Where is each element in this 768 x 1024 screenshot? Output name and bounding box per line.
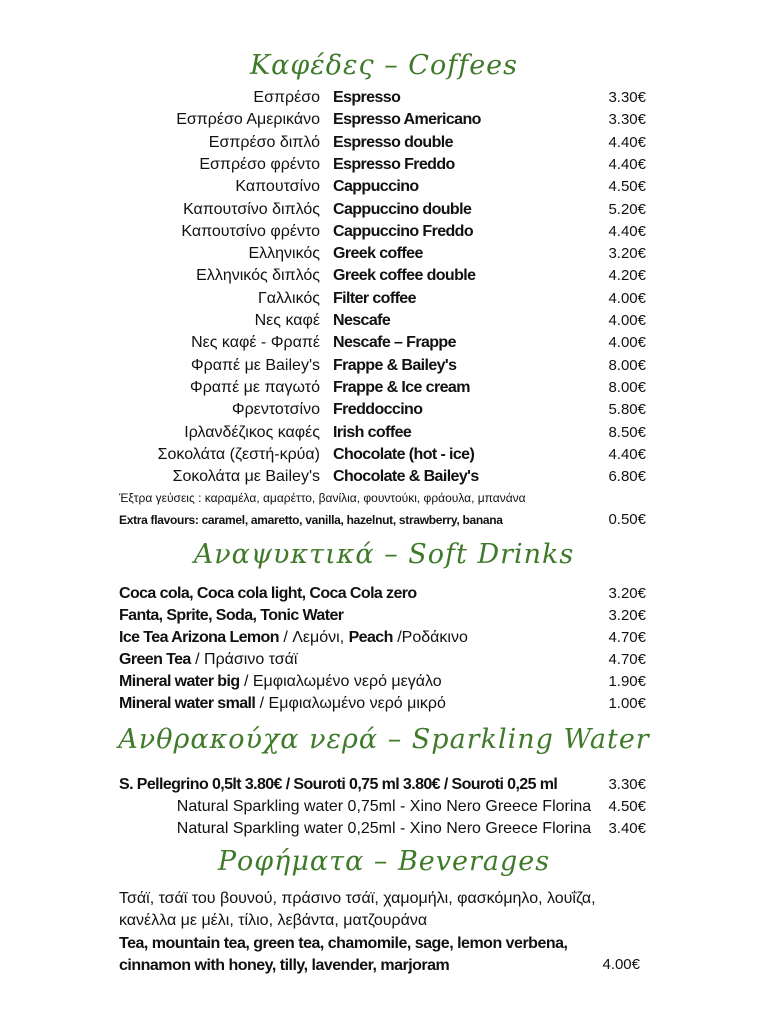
item-price: 3.30€ [608, 89, 646, 106]
item-greek: Καπουτσίνο φρέντο [181, 222, 320, 240]
coffee-row [0, 312, 768, 334]
coffee-row [0, 424, 768, 446]
coffee-row [0, 357, 768, 379]
item-name: Cappuccino double [333, 200, 472, 218]
coffee-row [0, 446, 768, 468]
item-name: Cappuccino Freddo [333, 222, 474, 240]
item-name: Natural Sparkling water 0,75ml - Xino Nero Greece Florina [176, 798, 592, 815]
item-price: 3.30€ [608, 111, 646, 129]
soft-drink-row [0, 607, 768, 629]
item-greek: /Ροδάκινο [392, 629, 468, 646]
section-title-coffees: Καφέδες – Coffees [249, 50, 519, 81]
soft-drink-row [0, 673, 768, 695]
item-price: 8.00€ [608, 356, 646, 374]
item-greek: Σοκολάτα με Bailey's [172, 468, 320, 486]
item-name: Ice Tea Arizona Lemon [119, 629, 279, 646]
item-price: 3.20€ [608, 607, 646, 624]
item-name: Peach [348, 629, 393, 646]
item-price: 8.50€ [608, 423, 646, 441]
item-greek: Νες καφέ [254, 312, 320, 329]
item-price: 5.80€ [608, 401, 646, 419]
item-price: 5.20€ [608, 200, 646, 218]
coffee-row [0, 223, 768, 245]
item-price: 4.70€ [608, 651, 646, 668]
sparkling-row [0, 820, 768, 842]
item-name: Irish coffee [333, 423, 412, 441]
section-title-beverages: Ροφήματα – Beverages [217, 846, 551, 877]
item-name: Freddoccino [333, 401, 423, 419]
item-price: 4.40€ [608, 445, 646, 463]
coffee-row [0, 134, 768, 156]
item-greek: Ελληνικός διπλός [196, 267, 320, 285]
beverages-greek: Τσάϊ, τσάϊ του βουνού, πράσινο τσάϊ, χαμομήλι, φασκόμηλο, λουΐζα, κανέλλα με μέλι, τίλιο, λεβάντα, ματζουράνα [119, 890, 596, 929]
item-price: 6.80€ [608, 468, 646, 486]
item-name: Espresso Americano [333, 111, 481, 129]
item-greek: Φρεντοτσίνο [231, 401, 320, 419]
item-name: Natural Sparkling water 0,25ml - Xino Nero Greece Florina [176, 820, 592, 837]
coffee-row [0, 401, 768, 423]
item-price: 4.00€ [608, 289, 646, 307]
item-price: 4.70€ [608, 629, 646, 646]
item-name: Chocolate (hot - ice) [333, 445, 475, 463]
extras-price: 0.50€ [608, 511, 646, 528]
coffee-row [0, 89, 768, 111]
item-name: Frappe & Ice cream [333, 378, 470, 396]
beverages-price: 4.00€ [602, 956, 640, 973]
coffee-row [0, 290, 768, 312]
item-name: S. Pellegrino 0,5lt 3.80€ / Souroti 0,75 ml 3.80€ / Souroti 0,25 ml [119, 776, 558, 793]
item-name: Espresso double [333, 133, 453, 151]
item-price: 4.00€ [608, 334, 646, 352]
item-price: 3.30€ [608, 776, 646, 793]
item-price: 4.50€ [608, 178, 646, 196]
coffee-row [0, 156, 768, 178]
coffee-row [0, 111, 768, 133]
soft-drink-row [0, 585, 768, 607]
extras-english: Extra flavours: caramel, amaretto, vanilla, hazelnut, strawberry, banana [119, 513, 503, 527]
coffee-row [0, 267, 768, 289]
item-greek: Εσπρέσο Αμερικάνο [176, 111, 320, 129]
item-greek: / Εμφιαλωμένο νερό μεγάλο [239, 673, 442, 690]
soft-drink-row [0, 695, 768, 717]
item-price: 3.20€ [608, 245, 646, 263]
item-price: 8.00€ [608, 378, 646, 396]
item-greek: Ιρλανδέζικος καφές [184, 423, 320, 441]
item-greek: Γαλλικός [257, 289, 320, 307]
section-title-sparkling-water: Ανθρακούχα νερά – Sparkling Water [118, 724, 650, 755]
item-greek: / Λεμόνι, [278, 629, 349, 646]
coffee-row [0, 245, 768, 267]
item-name: Green Tea [119, 651, 191, 668]
sparkling-row [0, 776, 768, 798]
item-price: 4.40€ [608, 155, 646, 173]
item-greek: Φραπέ με Bailey's [190, 356, 320, 374]
coffee-row [0, 334, 768, 356]
coffee-row [0, 468, 768, 490]
item-greek: / Εμφιαλωμένο νερό μικρό [255, 695, 446, 712]
soft-drink-row [0, 651, 768, 673]
item-greek: Εσπρέσο διπλό [208, 133, 320, 151]
item-price: 4.40€ [608, 133, 646, 151]
item-greek: / Πράσινο τσάϊ [190, 651, 298, 668]
item-greek: Καπουτσίνο [235, 178, 320, 196]
extras-greek: Έξτρα γεύσεις : καραμέλα, αμαρέττο, βανίλια, φουντούκι, φράουλα, μπανάνα [119, 491, 526, 505]
item-name: Frappe & Bailey's [333, 356, 457, 374]
item-greek: Νες καφέ - Φραπέ [191, 334, 320, 352]
coffee-row [0, 201, 768, 223]
item-price: 3.40€ [608, 820, 646, 837]
item-price: 4.20€ [608, 267, 646, 285]
section-title-soft-drinks: Αναψυκτικά – Soft Drinks [193, 539, 575, 570]
item-name: Filter coffee [333, 289, 416, 307]
item-name: Mineral water big [119, 673, 240, 690]
coffee-row [0, 178, 768, 200]
item-price: 4.00€ [608, 312, 646, 329]
item-greek: Ελληνικός [248, 245, 320, 263]
item-name: Fanta, Sprite, Soda, Tonic Water [119, 607, 344, 624]
item-greek: Εσπρέσο [253, 89, 320, 106]
item-price: 4.40€ [608, 222, 646, 240]
item-name: Espresso Freddo [333, 155, 455, 173]
beverages-english: Tea, mountain tea, green tea, chamomile, sage, lemon verbena, cinnamon with honey, tilly, lavender, marjoram [119, 935, 568, 974]
item-name: Espresso [333, 89, 401, 106]
item-price: 1.00€ [608, 695, 646, 712]
item-greek: Φραπέ με παγωτό [189, 378, 320, 396]
sparkling-row [0, 798, 768, 820]
item-price: 3.20€ [608, 585, 646, 602]
item-greek: Καπουτσίνο διπλός [183, 200, 320, 218]
item-name: Nescafe [333, 312, 391, 329]
item-name: Chocolate & Bailey's [333, 468, 479, 486]
item-price: 1.90€ [608, 673, 646, 690]
item-name: Nescafe – Frappe [333, 334, 456, 352]
item-name: Greek coffee double [333, 267, 476, 285]
item-name: Mineral water small [119, 695, 256, 712]
item-greek: Σοκολάτα (ζεστή-κρύα) [157, 445, 320, 463]
item-price: 4.50€ [608, 798, 646, 815]
item-name: Greek coffee [333, 245, 423, 263]
item-name: Coca cola, Coca cola light, Coca Cola zero [119, 585, 417, 602]
item-name: Cappuccino [333, 178, 419, 196]
soft-drink-row [0, 629, 768, 651]
coffee-row [0, 379, 768, 401]
item-greek: Εσπρέσο φρέντο [199, 155, 320, 173]
